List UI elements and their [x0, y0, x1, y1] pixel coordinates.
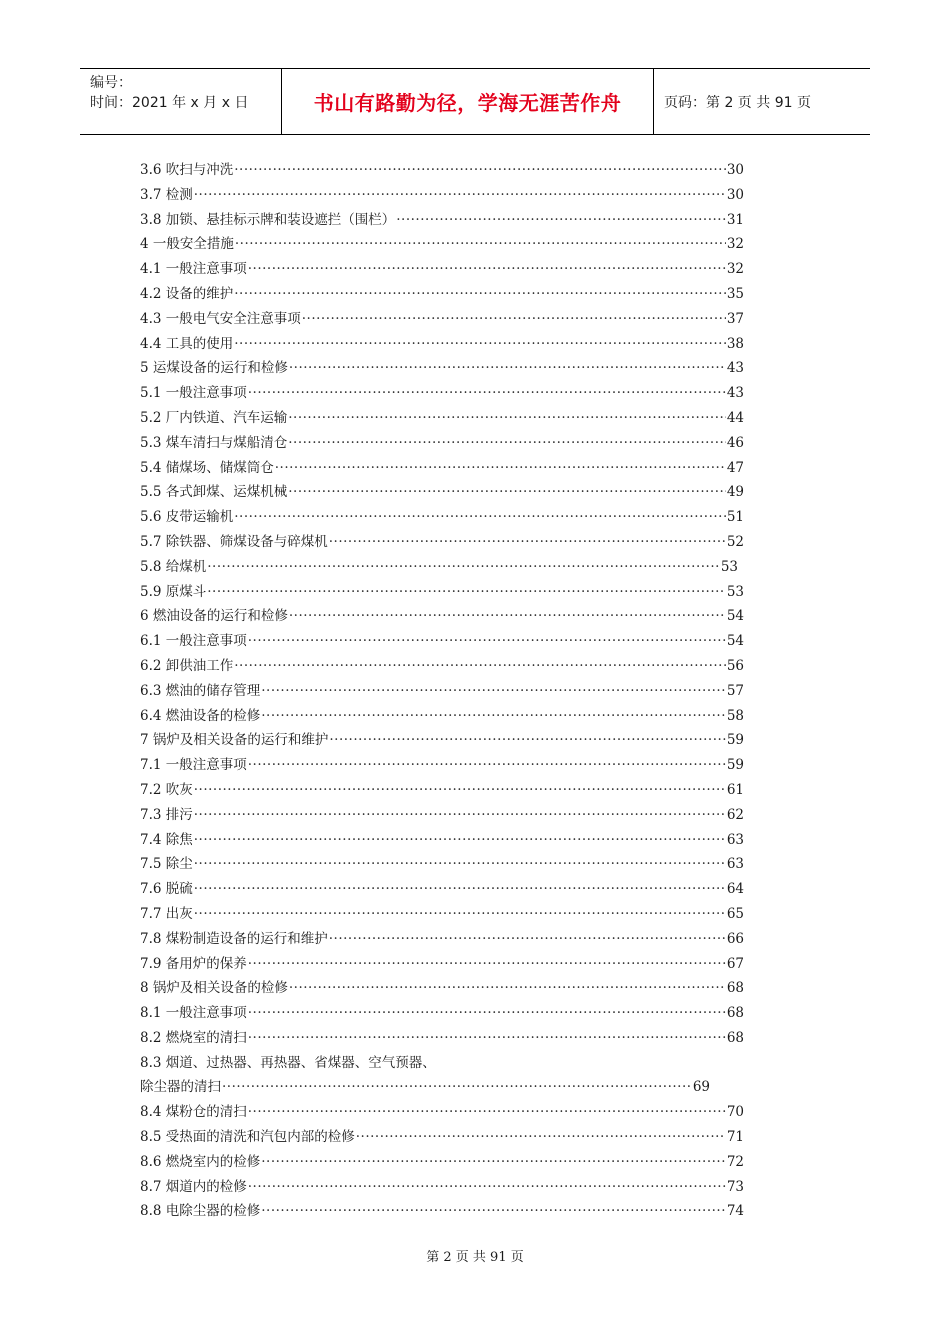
toc-dot-leader — [234, 654, 726, 679]
toc-entry-title: 6.4 燃油设备的检修 — [140, 707, 261, 724]
toc-entry[interactable] — [140, 1175, 744, 1200]
toc-entry[interactable] — [140, 728, 744, 753]
toc-entry-title: 4.2 设备的维护 — [140, 285, 234, 302]
toc-entry[interactable] — [140, 803, 744, 828]
toc-entry-page: 52 — [726, 533, 744, 550]
toc-dot-leader — [194, 828, 726, 853]
toc-dot-leader — [194, 902, 726, 927]
toc-entry-page: 53 — [720, 558, 738, 575]
toc-entry-page: 37 — [726, 310, 744, 327]
toc-entry-title: 3.8 加锁、悬挂标示牌和装设遮拦（围栏） — [140, 211, 396, 228]
toc-entry[interactable] — [140, 654, 744, 679]
toc-dot-leader — [234, 282, 726, 307]
toc-entry-page: 47 — [726, 459, 744, 476]
toc-entry-title: 6 燃油设备的运行和检修 — [140, 608, 288, 625]
toc-dot-leader — [194, 778, 726, 803]
toc-entry-page: 68 — [726, 1029, 744, 1046]
header-page-label: 页码：第 2 页 共 91 页 — [664, 94, 811, 111]
toc-dot-leader — [288, 431, 726, 456]
toc-entry[interactable] — [140, 580, 744, 605]
toc-entry[interactable] — [140, 828, 744, 853]
toc-dot-leader — [289, 604, 726, 629]
toc-entry[interactable] — [140, 778, 744, 803]
toc-entry-title: 7.4 除焦 — [140, 831, 193, 848]
toc-entry[interactable] — [140, 1075, 710, 1100]
toc-entry[interactable] — [140, 704, 744, 729]
toc-entry-title: 8.3 烟道、过热器、再热器、省煤器、空气预器、 — [140, 1054, 436, 1071]
toc-dot-leader — [248, 629, 726, 654]
toc-entry-title: 5 运煤设备的运行和检修 — [140, 360, 288, 377]
toc-entry-title: 5.1 一般注意事项 — [140, 385, 247, 402]
toc-entry-title: 5.6 皮带运输机 — [140, 509, 234, 526]
toc-entry-page: 38 — [726, 335, 744, 352]
toc-entry-title: 4.4 工具的使用 — [140, 335, 234, 352]
toc-entry-title: 8 锅炉及相关设备的检修 — [140, 980, 288, 997]
toc-entry-title: 7 锅炉及相关设备的运行和维护 — [140, 732, 329, 749]
toc-dot-leader — [329, 728, 725, 753]
toc-dot-leader — [248, 257, 726, 282]
toc-entry[interactable] — [140, 505, 744, 530]
toc-dot-leader — [289, 976, 726, 1001]
toc-entry[interactable] — [140, 1100, 744, 1125]
toc-entry-page: 67 — [726, 955, 744, 972]
toc-dot-leader — [248, 381, 726, 406]
toc-dot-leader — [261, 1150, 726, 1175]
toc-entry-title: 7.9 备用炉的保养 — [140, 955, 247, 972]
toc-entry[interactable] — [140, 406, 744, 431]
toc-dot-leader — [261, 679, 726, 704]
toc-entry-title: 7.1 一般注意事项 — [140, 757, 247, 774]
toc-dot-leader — [329, 530, 726, 555]
toc-entry[interactable] — [140, 555, 738, 580]
toc-entry-page: 59 — [726, 732, 744, 749]
toc-entry-page: 54 — [726, 608, 744, 625]
toc-entry-title: 7.6 脱硫 — [140, 881, 193, 898]
toc-entry-page: 68 — [726, 980, 744, 997]
toc-entry[interactable] — [140, 1125, 744, 1150]
toc-dot-leader — [207, 555, 720, 580]
toc-entry-page: 32 — [726, 236, 744, 253]
toc-entry-page: 71 — [726, 1129, 744, 1146]
toc-entry-title: 8.5 受热面的清洗和汽包内部的检修 — [140, 1129, 355, 1146]
toc-entry-title: 7.5 除尘 — [140, 856, 193, 873]
toc-entry-page: 32 — [726, 261, 744, 278]
toc-entry-page: 73 — [726, 1178, 744, 1195]
toc-dot-leader — [248, 952, 726, 977]
toc-dot-leader — [261, 704, 726, 729]
toc-entry[interactable] — [140, 877, 744, 902]
toc-entry-page: 49 — [726, 484, 744, 501]
toc-entry-page: 64 — [726, 881, 744, 898]
toc-entry-title: 4 一般安全措施 — [140, 236, 234, 253]
toc-entry-page: 31 — [726, 211, 744, 228]
toc-entry[interactable] — [140, 1150, 744, 1175]
toc-entry[interactable] — [140, 1051, 744, 1076]
toc-entry-page: 62 — [726, 806, 744, 823]
toc-entry-page: 70 — [726, 1104, 744, 1121]
toc-dot-leader — [396, 208, 726, 233]
toc-entry[interactable] — [140, 852, 744, 877]
toc-entry-page: 56 — [726, 657, 744, 674]
toc-entry-page: 69 — [692, 1079, 710, 1096]
table-of-contents — [140, 158, 744, 1224]
header-left-cell — [80, 69, 282, 134]
header-motto: 书山有路勤为径，学海无涯苦作舟 — [282, 69, 654, 134]
toc-entry-page: 68 — [726, 1005, 744, 1022]
toc-entry-page: 35 — [726, 285, 744, 302]
toc-entry[interactable] — [140, 332, 744, 357]
serial-number-label: 编号： — [90, 75, 132, 91]
page-footer: 第 2 页 共 91 页 — [426, 1250, 524, 1265]
toc-entry[interactable] — [140, 208, 744, 233]
toc-entry-title: 7.3 排污 — [140, 806, 193, 823]
toc-entry[interactable] — [140, 282, 744, 307]
toc-entry-page: 61 — [726, 781, 744, 798]
toc-entry-title: 4.3 一般电气安全注意事项 — [140, 310, 301, 327]
toc-entry[interactable] — [140, 604, 744, 629]
toc-dot-leader — [288, 406, 726, 431]
toc-entry[interactable] — [140, 629, 744, 654]
toc-entry[interactable] — [140, 158, 744, 183]
toc-entry-title: 除尘器的清扫 — [140, 1079, 221, 1096]
toc-entry-title: 5.9 原煤斗 — [140, 583, 207, 600]
toc-dot-leader — [194, 183, 726, 208]
toc-entry-page: 72 — [726, 1153, 744, 1170]
toc-dot-leader — [207, 580, 726, 605]
toc-entry[interactable] — [140, 232, 744, 257]
toc-dot-leader — [356, 1125, 726, 1150]
toc-dot-leader — [289, 356, 726, 381]
toc-entry-title: 8.4 煤粉仓的清扫 — [140, 1104, 247, 1121]
toc-entry-title: 8.6 燃烧室内的检修 — [140, 1153, 261, 1170]
toc-entry-page: 63 — [726, 856, 744, 873]
toc-entry-page: 57 — [726, 682, 744, 699]
toc-dot-leader — [248, 1175, 726, 1200]
toc-dot-leader — [302, 307, 726, 332]
toc-entry[interactable] — [140, 952, 744, 977]
toc-dot-leader — [275, 456, 726, 481]
toc-entry-page: 30 — [726, 186, 744, 203]
toc-dot-leader — [234, 505, 726, 530]
toc-entry-title: 6.3 燃油的储存管理 — [140, 682, 261, 699]
toc-entry-page: 51 — [726, 509, 744, 526]
toc-entry-page: 63 — [726, 831, 744, 848]
toc-entry[interactable] — [140, 257, 744, 282]
toc-entry-page: 44 — [726, 409, 744, 426]
toc-entry[interactable] — [140, 753, 744, 778]
toc-dot-leader — [222, 1075, 692, 1100]
toc-entry-page: 46 — [726, 434, 744, 451]
toc-entry-page: 59 — [726, 757, 744, 774]
toc-dot-leader — [329, 927, 726, 952]
toc-dot-leader — [194, 803, 726, 828]
toc-entry[interactable] — [140, 1199, 744, 1224]
toc-entry[interactable] — [140, 480, 744, 505]
toc-entry-title: 5.7 除铁器、筛煤设备与碎煤机 — [140, 533, 328, 550]
toc-entry-title: 4.1 一般注意事项 — [140, 261, 247, 278]
toc-dot-leader — [248, 753, 726, 778]
toc-entry-title: 3.7 检测 — [140, 186, 193, 203]
toc-entry-page: 65 — [726, 905, 744, 922]
toc-dot-leader — [261, 1199, 726, 1224]
toc-entry-title: 5.5 各式卸煤、运煤机械 — [140, 484, 288, 501]
toc-entry-title: 5.2 厂内铁道、汽车运输 — [140, 409, 288, 426]
toc-entry-page: 54 — [726, 633, 744, 650]
toc-entry-title: 8.1 一般注意事项 — [140, 1005, 247, 1022]
toc-entry-page: 74 — [726, 1203, 744, 1220]
toc-dot-leader — [248, 1100, 726, 1125]
toc-entry-title: 7.8 煤粉制造设备的运行和维护 — [140, 930, 328, 947]
toc-entry-title: 5.3 煤车清扫与煤船清仓 — [140, 434, 288, 451]
toc-entry[interactable] — [140, 183, 744, 208]
toc-entry[interactable] — [140, 456, 744, 481]
toc-dot-leader — [248, 1001, 726, 1026]
toc-entry-title: 5.8 给煤机 — [140, 558, 207, 575]
toc-entry-page: 58 — [726, 707, 744, 724]
toc-entry[interactable] — [140, 1001, 744, 1026]
toc-entry-page: 43 — [726, 360, 744, 377]
toc-entry-title: 7.2 吹灰 — [140, 781, 193, 798]
toc-entry[interactable] — [140, 902, 744, 927]
toc-entry-page: 30 — [726, 162, 744, 178]
toc-dot-leader — [194, 852, 726, 877]
toc-entry[interactable] — [140, 927, 744, 952]
time-label: 时间：2021 年 x 月 x 日 — [90, 95, 249, 111]
toc-entry-title: 8.8 电除尘器的检修 — [140, 1203, 261, 1220]
toc-entry[interactable] — [140, 356, 744, 381]
toc-entry[interactable] — [140, 679, 744, 704]
toc-entry-page: 66 — [726, 930, 744, 947]
toc-entry-title: 6.1 一般注意事项 — [140, 633, 247, 650]
toc-entry-page: 53 — [726, 583, 744, 600]
toc-entry[interactable] — [140, 530, 744, 555]
toc-entry[interactable] — [140, 431, 744, 456]
toc-entry[interactable] — [140, 1026, 744, 1051]
toc-dot-leader — [248, 1026, 726, 1051]
toc-dot-leader — [234, 158, 726, 183]
toc-entry[interactable] — [140, 307, 744, 332]
toc-entry[interactable] — [140, 381, 744, 406]
toc-dot-leader — [235, 232, 726, 257]
toc-entry-title: 6.2 卸供油工作 — [140, 657, 234, 674]
toc-dot-leader — [234, 332, 726, 357]
toc-dot-leader — [194, 877, 726, 902]
toc-entry-title: 3.6 吹扫与冲洗 — [140, 162, 234, 178]
toc-dot-leader — [288, 480, 726, 505]
page-header — [80, 68, 870, 135]
toc-entry-page: 43 — [726, 385, 744, 402]
toc-entry[interactable] — [140, 976, 744, 1001]
toc-entry-title: 7.7 出灰 — [140, 905, 193, 922]
toc-entry-title: 8.7 烟道内的检修 — [140, 1178, 247, 1195]
toc-entry-title: 8.2 燃烧室的清扫 — [140, 1029, 247, 1046]
toc-entry-title: 5.4 储煤场、储煤筒仓 — [140, 459, 274, 476]
